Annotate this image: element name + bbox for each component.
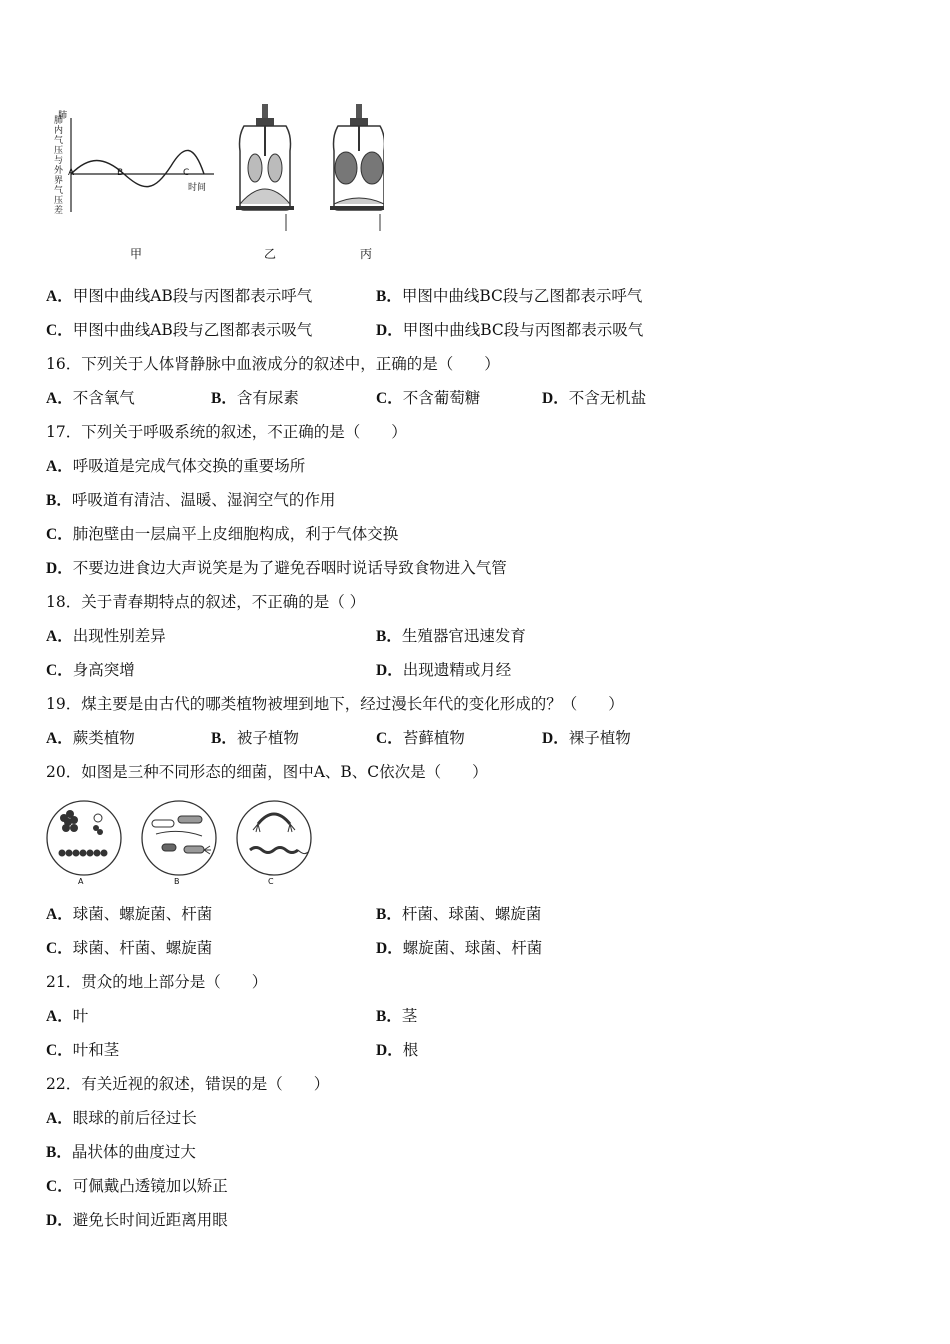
q22-option-c: C．可佩戴凸透镜加以矫正 — [46, 1177, 228, 1195]
bacteria-a-cocci — [47, 801, 121, 875]
caption-yi: 乙 — [264, 247, 277, 261]
bacteria-b-bacilli — [142, 801, 216, 875]
q16-option-d: D．不含无机盐 — [542, 389, 647, 407]
q22-option-b: B．晶状体的曲度过大 — [46, 1143, 196, 1161]
q18-stem: 18．关于青春期特点的叙述，不正确的是（ ） — [46, 593, 366, 611]
point-c-label: C — [183, 168, 190, 178]
q20-stem: 20．如图是三种不同形态的细菌，图中A、B、C依次是（ ） — [46, 763, 488, 781]
bacteria-label-a: A — [78, 877, 84, 886]
q17-option-b: B．呼吸道有清洁、温暖、湿润空气的作用 — [46, 491, 336, 509]
point-b-label: B — [117, 168, 124, 178]
y-axis-label-1: 肺 — [58, 111, 68, 121]
x-axis-label: 时间 — [188, 183, 207, 193]
point-a-label: A — [68, 168, 75, 178]
q19-option-a: A．蕨类植物 — [46, 729, 135, 747]
q22-option-d: D．避免长时间近距离用眼 — [46, 1211, 228, 1229]
q20-option-a: A．球菌、螺旋菌、杆菌 — [46, 905, 213, 923]
bacteria-label-b: B — [174, 877, 180, 886]
q15-option-c: C．甲图中曲线AB段与乙图都表示吸气 — [46, 321, 313, 339]
q21-option-a: A．叶 — [46, 1007, 89, 1025]
q15-option-a: A．甲图中曲线AB段与丙图都表示呼气 — [46, 287, 313, 305]
q19-option-c: C．苔藓植物 — [376, 729, 465, 747]
caption-jia: 甲 — [130, 247, 143, 261]
q20-option-c: C．球菌、杆菌、螺旋菌 — [46, 939, 213, 957]
breathing-figure — [44, 96, 384, 266]
q21-option-d: D．根 — [376, 1041, 419, 1059]
q16-stem: 16．下列关于人体肾静脉中血液成分的叙述中，正确的是（ ） — [46, 355, 500, 373]
q18-option-b: B．生殖器官迅速发育 — [376, 627, 526, 645]
q22-option-a: A．眼球的前后径过长 — [46, 1109, 197, 1127]
bell-jar-yi — [236, 104, 294, 231]
q19-option-d: D．裸子植物 — [542, 729, 631, 747]
q18-option-a: A．出现性别差异 — [46, 627, 166, 645]
q17-option-a: A．呼吸道是完成气体交换的重要场所 — [46, 457, 306, 475]
bell-jar-bing — [330, 104, 384, 231]
q16-option-a: A．不含氧气 — [46, 389, 135, 407]
q16-option-c: C．不含葡萄糖 — [376, 389, 481, 407]
breathing-figure-svg — [44, 96, 384, 266]
y-axis-label: 肺内气压与外界气压差 — [54, 116, 64, 216]
bacteria-figure-svg — [44, 798, 316, 878]
q20-option-d: D．螺旋菌、球菌、杆菌 — [376, 939, 543, 957]
q17-option-c: C．肺泡壁由一层扁平上皮细胞构成，利于气体交换 — [46, 525, 399, 543]
q15-option-b: B．甲图中曲线BC段与乙图都表示呼气 — [376, 287, 643, 305]
bacteria-label-c: C — [268, 877, 274, 886]
q19-stem: 19．煤主要是由古代的哪类植物被埋到地下，经过漫长年代的变化形成的？（ ） — [46, 695, 624, 713]
q18-option-d: D．出现遗精或月经 — [376, 661, 512, 679]
q20-option-b: B．杆菌、球菌、螺旋菌 — [376, 905, 542, 923]
q22-stem: 22．有关近视的叙述，错误的是（ ） — [46, 1075, 330, 1093]
bacteria-c-spirilla — [237, 801, 311, 875]
q18-option-c: C．身高突增 — [46, 661, 135, 679]
q21-option-b: B．茎 — [376, 1007, 418, 1025]
q17-option-d: D．不要边进食边大声说笑是为了避免吞咽时说话导致食物进入气管 — [46, 559, 507, 577]
q19-option-b: B．被子植物 — [211, 729, 299, 747]
q21-stem: 21．贯众的地上部分是（ ） — [46, 973, 268, 991]
bacteria-figure — [44, 798, 316, 878]
caption-bing: 丙 — [360, 247, 373, 261]
q17-stem: 17．下列关于呼吸系统的叙述，不正确的是（ ） — [46, 423, 407, 441]
q15-option-d: D．甲图中曲线BC段与丙图都表示吸气 — [376, 321, 644, 339]
q21-option-c: C．叶和茎 — [46, 1041, 120, 1059]
q16-option-b: B．含有尿素 — [211, 389, 299, 407]
